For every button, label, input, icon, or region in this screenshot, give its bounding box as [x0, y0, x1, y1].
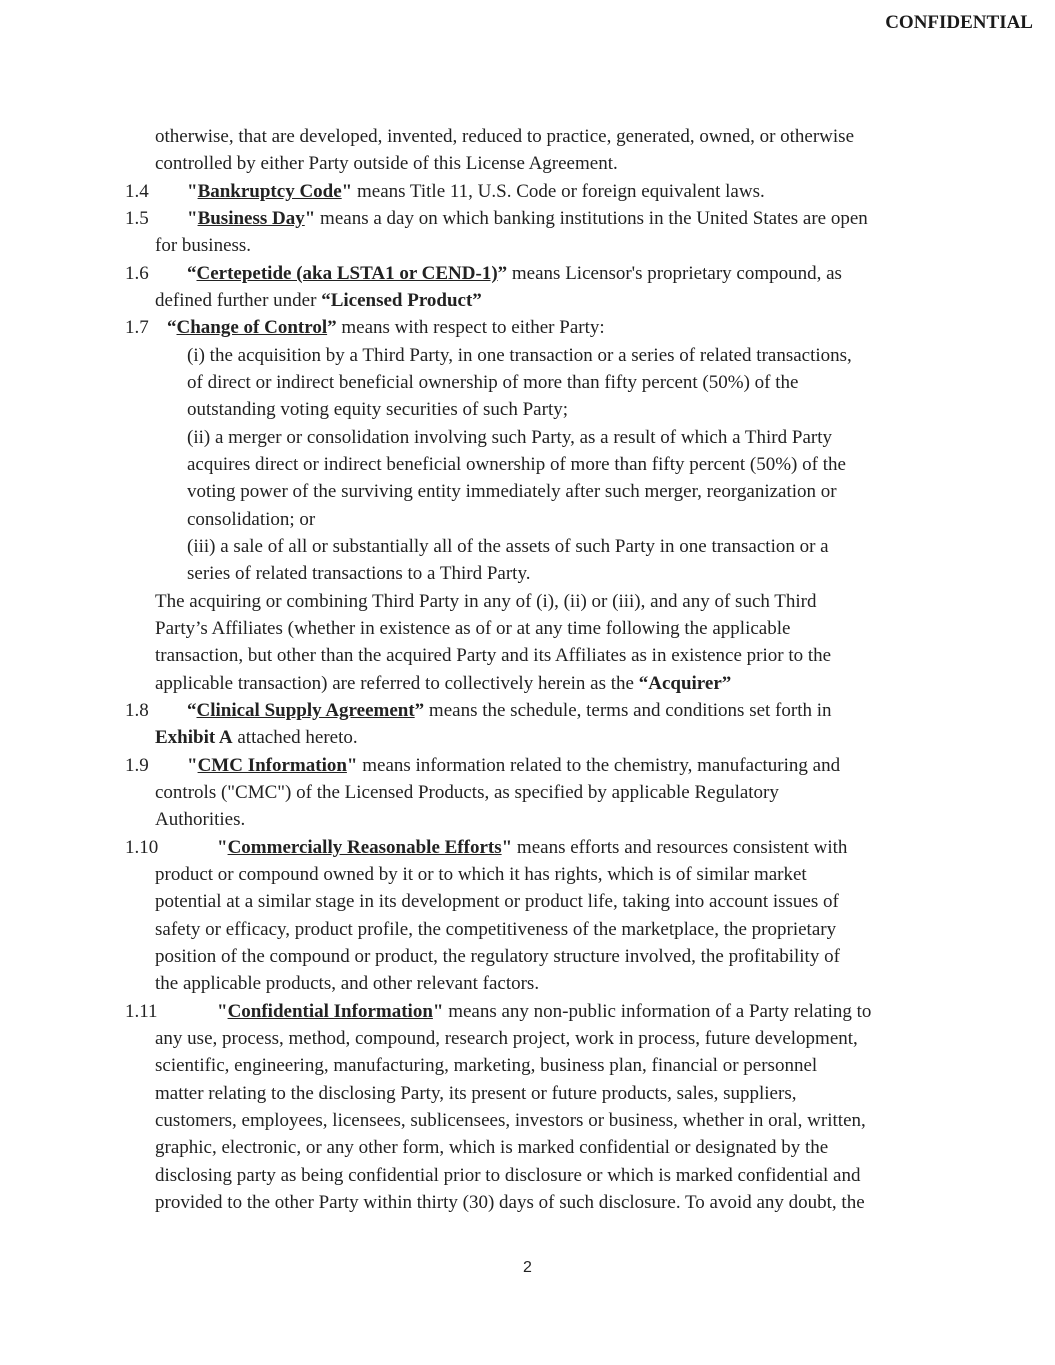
paragraph-line: transaction, but other than the acquired Party and its Affiliates as in existence prior to the [155, 645, 832, 666]
definition-1-5 [187, 205, 868, 232]
quote-close: " [341, 181, 353, 202]
definition-continuation: scientific, engineering, manufacturing, marketing, business plan, financial or personnel [155, 1055, 818, 1076]
section-number: 1.7 [125, 317, 149, 338]
definition-continuation [155, 724, 358, 751]
bold-reference: “Licensed Product” [321, 290, 482, 311]
section-number: 1.4 [125, 181, 149, 202]
section-number: 1.10 [125, 837, 159, 858]
definition-continuation: disclosing party as being confidential prior to disclosure or which is marked confidential and [155, 1165, 861, 1186]
sub-clause-line: (ii) a merger or consolidation involving such Party, as a result of which a Third Party [187, 427, 832, 448]
definition-text: means efforts and resources consistent with [512, 837, 848, 858]
definition-1-6 [187, 260, 842, 287]
defined-term: Certepetide (aka LSTA1 or CEND-1) [196, 263, 498, 284]
definition-continuation: provided to the other Party within thirty (30) days of such disclosure. To avoid any doubt, the [155, 1192, 865, 1213]
section-number: 1.6 [125, 263, 149, 284]
definition-1-11 [217, 998, 871, 1025]
page-number: 2 [523, 1259, 532, 1276]
paragraph-line: The acquiring or combining Third Party in any of (i), (ii) or (iii), and any of such Third [155, 591, 817, 612]
definition-1-9 [187, 752, 840, 779]
continuation-text: attached hereto. [232, 727, 358, 748]
definition-continuation: customers, employees, licensees, sublicensees, investors or business, whether in oral, written, [155, 1110, 866, 1131]
quote-open: " [187, 755, 198, 776]
sub-clause-line: (iii) a sale of all or substantially all of the assets of such Party in one transaction or a [187, 536, 829, 557]
sub-clause-line: (i) the acquisition by a Third Party, in one transaction or a series of related transactions, [187, 345, 852, 366]
quote-close: ” [327, 317, 337, 338]
quote-close: " [432, 1001, 444, 1022]
quote-close: " [346, 755, 358, 776]
definition-text: means a day on which banking institutions in the United States are open [315, 208, 868, 229]
definition-continuation: position of the compound or product, the regulatory structure involved, the profitability of [155, 946, 840, 967]
defined-term: Change of Control [176, 317, 328, 338]
definition-1-7 [167, 314, 605, 341]
definition-continuation: matter relating to the disclosing Party, its present or future products, sales, suppliers, [155, 1083, 797, 1104]
definition-1-4 [187, 178, 765, 205]
definition-text: means the schedule, terms and conditions set forth in [424, 700, 832, 721]
confidential-header: CONFIDENTIAL [885, 12, 1033, 33]
definition-continuation: Authorities. [155, 809, 246, 830]
bold-reference: Exhibit A [155, 727, 233, 748]
sub-clause-line: consolidation; or [187, 509, 316, 530]
definition-1-10 [217, 834, 847, 861]
bold-reference: “Acquirer” [638, 673, 732, 694]
definition-1-8 [187, 697, 832, 724]
continuation-text: defined further under [155, 290, 322, 311]
quote-open: " [187, 181, 198, 202]
definition-continuation: any use, process, method, compound, research project, work in process, future development, [155, 1028, 858, 1049]
defined-term: Clinical Supply Agreement [196, 700, 415, 721]
defined-term: Confidential Information [227, 1001, 433, 1022]
defined-term: Business Day [197, 208, 305, 229]
quote-open: “ [167, 317, 177, 338]
definition-continuation: product or compound owned by it or to which it has rights, which is of similar market [155, 864, 807, 885]
intro-line: controlled by either Party outside of this License Agreement. [155, 153, 618, 174]
definition-continuation: controls ("CMC") of the Licensed Products, as specified by applicable Regulatory [155, 782, 779, 803]
sub-clause-line: series of related transactions to a Third Party. [187, 563, 531, 584]
defined-term: Bankruptcy Code [197, 181, 342, 202]
section-number: 1.9 [125, 755, 149, 776]
paragraph-line: Party’s Affiliates (whether in existence as of or at any time following the applicable [155, 618, 791, 639]
definition-text: means with respect to either Party: [336, 317, 605, 338]
sub-clause-line: outstanding voting equity securities of such Party; [187, 399, 569, 420]
definition-text: means Licensor's proprietary compound, as [507, 263, 842, 284]
quote-open: " [187, 208, 198, 229]
section-number: 1.5 [125, 208, 149, 229]
quote-close: ” [497, 263, 508, 284]
paragraph-line [155, 670, 731, 697]
definition-continuation: the applicable products, and other relevant factors. [155, 973, 540, 994]
definition-continuation: safety or efficacy, product profile, the competitiveness of the marketplace, the proprietary [155, 919, 837, 940]
defined-term: CMC Information [197, 755, 347, 776]
definition-continuation: for business. [155, 235, 252, 256]
quote-close: ” [414, 700, 425, 721]
sub-clause-line: voting power of the surviving entity immediately after such merger, reorganization or [187, 481, 837, 502]
quote-open: " [217, 837, 228, 858]
definition-text: means any non-public information of a Party relating to [443, 1001, 872, 1022]
quote-close: " [501, 837, 513, 858]
sub-clause-line: of direct or indirect beneficial ownership of more than fifty percent (50%) of the [187, 372, 799, 393]
definition-text: means Title 11, U.S. Code or foreign equivalent laws. [352, 181, 765, 202]
definition-continuation: potential at a similar stage in its development or product life, taking into account issues of [155, 891, 839, 912]
quote-open: “ [187, 700, 197, 721]
section-number: 1.8 [125, 700, 149, 721]
quote-open: " [217, 1001, 228, 1022]
sub-clause-line: acquires direct or indirect beneficial ownership of more than fifty percent (50%) of the [187, 454, 846, 475]
defined-term: Commercially Reasonable Efforts [227, 837, 502, 858]
intro-line: otherwise, that are developed, invented, reduced to practice, generated, owned, or otherwise [155, 126, 855, 147]
quote-close: " [304, 208, 316, 229]
definition-text: means information related to the chemistry, manufacturing and [357, 755, 841, 776]
definition-continuation [155, 287, 482, 314]
section-number: 1.11 [125, 1001, 158, 1022]
paragraph-text: applicable transaction) are referred to collectively herein as the [155, 673, 639, 694]
definition-continuation: graphic, electronic, or any other form, which is marked confidential or designated by the [155, 1137, 829, 1158]
quote-open: “ [187, 263, 197, 284]
